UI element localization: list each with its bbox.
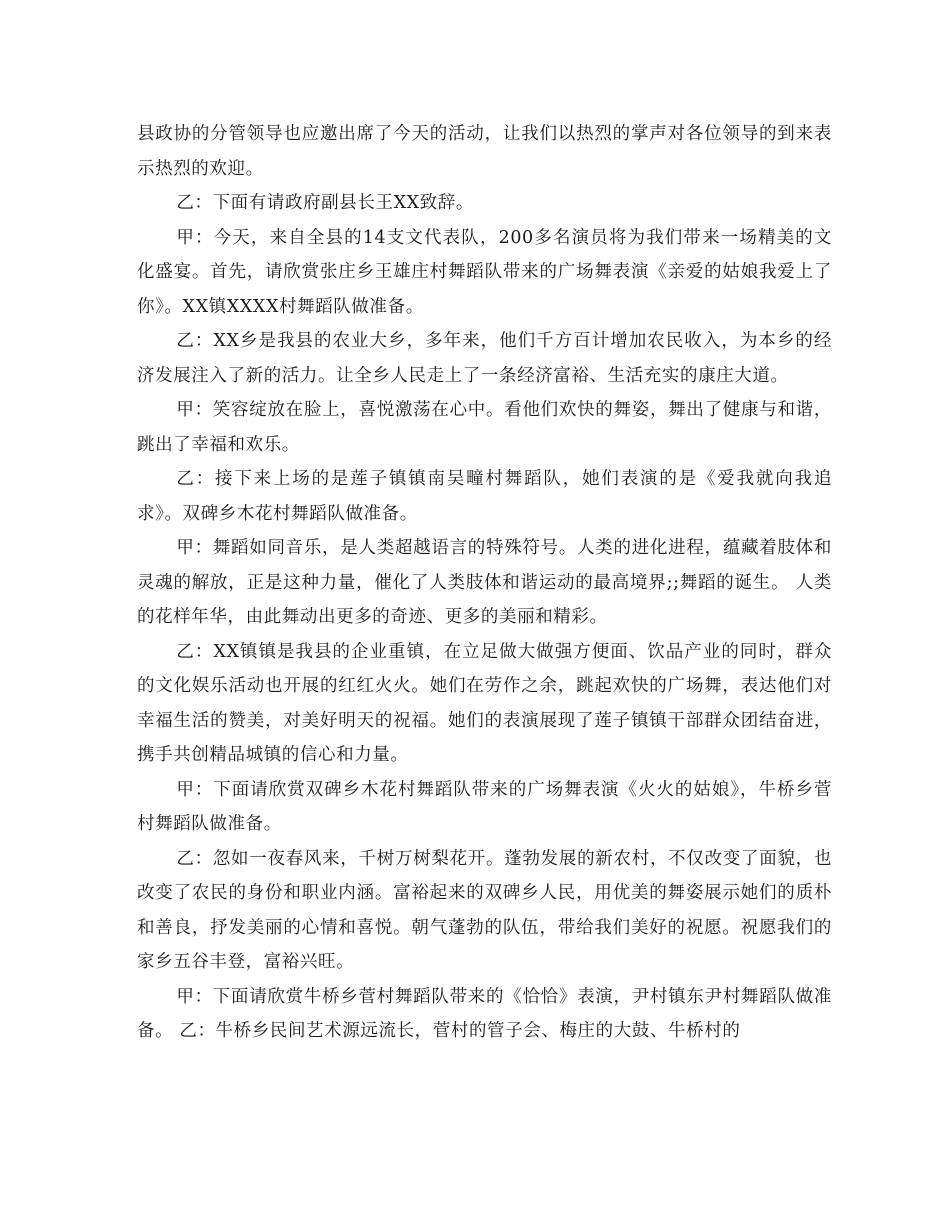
document-body (137, 117, 832, 1049)
paragraph: 甲：下面请欣赏牛桥乡菅村舞蹈队带来的《恰恰》表演，尹村镇东尹村舞蹈队做准备。 乙：牛桥乡民间艺术源远流长，菅村的管子会、梅庄的大鼓、牛桥村的 (137, 986, 832, 1041)
paragraph: 乙：接下来上场的是莲子镇镇南吴疃村舞蹈队，她们表演的是《爱我就向我追求》。双碑乡木花村舞蹈队做准备。 (137, 469, 832, 524)
paragraph: 甲：笑容绽放在脸上，喜悦激荡在心中。看他们欢快的舞姿，舞出了健康与和谐，跳出了幸福和欢乐。 (137, 400, 832, 455)
paragraph: 甲：下面请欣赏双碑乡木花村舞蹈队带来的广场舞表演《火火的姑娘》，牛桥乡菅村舞蹈队做准备。 (137, 779, 832, 834)
paragraph: 甲：今天，来自全县的14支文代表队，200多名演员将为我们带来一场精美的文化盛宴。首先，请欣赏张庄乡王雄庄村舞蹈队带来的广场舞表演《亲爱的姑娘我爱上了你》。XX镇XXXX村舞蹈队做准备。 (137, 227, 832, 317)
paragraph: 甲：舞蹈如同音乐，是人类超越语言的特殊符号。人类的进化进程，蕴藏着肢体和灵魂的解放，正是这种力量，催化了人类肢体和谐运动的最高境界;;舞蹈的诞生。 人类的花样年华，由此舞动出更多的奇迹、更多的美丽和精彩。 (137, 538, 832, 627)
paragraph: 乙：XX乡是我县的农业大乡，多年来，他们千方百计增加农民收入，为本乡的经济发展注入了新的活力。让全乡人民走上了一条经济富裕、生活充实的康庄大道。 (137, 331, 832, 386)
paragraph: 乙：忽如一夜春风来，千树万树梨花开。蓬勃发展的新农村，不仅改变了面貌，也改变了农民的身份和职业内涵。富裕起来的双碑乡人民，用优美的舞姿展示她们的质朴和善良，抒发美丽的心情和喜悦。朝气蓬勃的队伍，带给我们美好的祝愿。祝愿我们的家乡五谷丰登，富裕兴旺。 (137, 848, 832, 972)
paragraph: 乙：下面有请政府副县长王XX致辞。 (176, 193, 474, 213)
paragraph: 乙：XX镇镇是我县的企业重镇，在立足做大做强方便面、饮品产业的同时，群众的文化娱乐活动也开展的红红火火。她们在劳作之余，跳起欢快的广场舞，表达他们对幸福生活的赞美，对美好明天的祝福。她们的表演展现了莲子镇镇干部群众团结奋进，携手共创精品城镇的信心和力量。 (137, 641, 832, 765)
paragraph: 县政协的分管领导也应邀出席了今天的活动，让我们以热烈的掌声对各位领导的到来表示热烈的欢迎。 (137, 124, 832, 179)
